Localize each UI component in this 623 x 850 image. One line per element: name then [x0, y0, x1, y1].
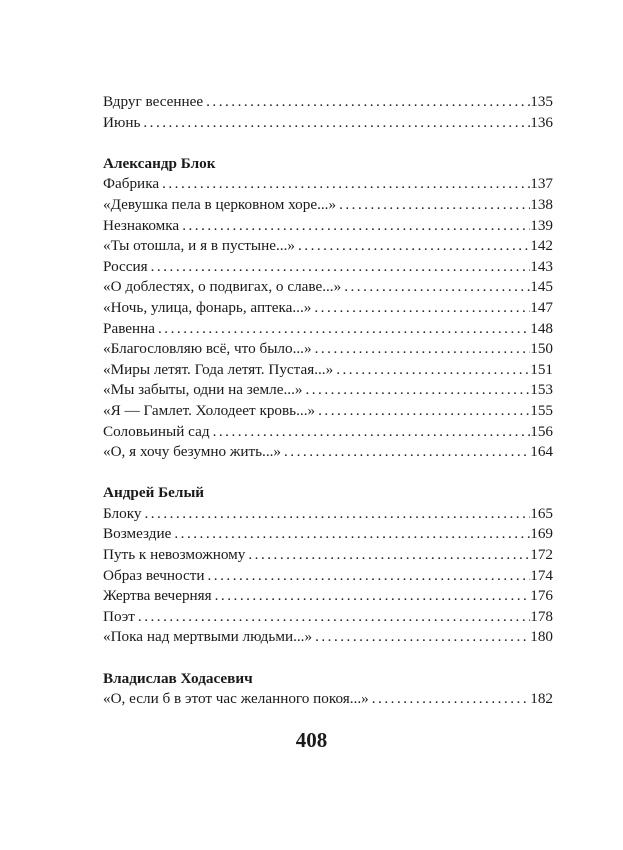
toc-section: [103, 483, 553, 648]
dot-leader: [135, 607, 530, 628]
entry-page-number: 164: [530, 443, 553, 461]
dot-leader: [311, 298, 530, 319]
entry-page-number: 182: [530, 690, 553, 708]
toc-entry: [103, 689, 553, 710]
toc-entry: [103, 360, 553, 381]
toc-entry: [103, 401, 553, 422]
table-of-contents: [103, 92, 553, 710]
toc-section: [103, 669, 553, 710]
toc-entry: [103, 174, 553, 195]
toc-entry: [103, 504, 553, 525]
entry-page-number: 138: [530, 195, 553, 213]
entry-title: Незнакомка: [103, 216, 180, 234]
dot-leader: [341, 277, 530, 298]
dot-leader: [212, 586, 531, 607]
dot-leader: [140, 113, 530, 134]
toc-entry: [103, 195, 553, 216]
entry-page-number: 151: [530, 360, 553, 378]
toc-entry: [103, 380, 553, 401]
toc-entry: [103, 607, 553, 628]
entry-page-number: 150: [530, 340, 553, 358]
entry-title: «Миры летят. Года летят. Пустая...»: [103, 360, 334, 378]
entry-title: «Мы забыты, одни на земле...»: [103, 381, 303, 399]
author-heading: Андрей Белый: [103, 484, 205, 502]
dot-leader: [141, 504, 530, 525]
entry-title: Жертва вечерняя: [103, 587, 212, 605]
dot-leader: [312, 339, 531, 360]
dot-leader: [203, 92, 530, 113]
toc-entry: [103, 339, 553, 360]
toc-entry: [103, 236, 553, 257]
entry-title: Поэт: [103, 607, 135, 625]
entry-page-number: 155: [530, 401, 553, 419]
toc-entry: [103, 257, 553, 278]
dot-leader: [148, 257, 531, 278]
toc-entry: [103, 92, 553, 113]
entry-page-number: 174: [530, 566, 553, 584]
toc-entry: [103, 524, 553, 545]
dot-leader: [179, 216, 530, 237]
toc-section: [103, 92, 553, 133]
entry-page-number: 143: [530, 257, 553, 275]
entry-title: Вдруг весеннее: [103, 93, 204, 110]
toc-entry: [103, 422, 553, 443]
toc-entry: [103, 277, 553, 298]
entry-title: «Пока над мертвыми людьми...»: [103, 628, 313, 646]
entry-page-number: 169: [530, 525, 553, 543]
author-heading: Владислав Ходасевич: [103, 669, 253, 687]
toc-entry: [103, 566, 553, 587]
entry-title: «О доблестях, о подвигах, о славе...»: [103, 278, 342, 296]
toc-entry: [103, 442, 553, 463]
toc-entry: [103, 113, 553, 134]
entry-page-number: 165: [530, 504, 553, 522]
entry-title: Фабрика: [103, 175, 160, 193]
dot-leader: [159, 174, 530, 195]
entry-title: Июнь: [103, 113, 141, 131]
dot-leader: [210, 422, 531, 443]
dot-leader: [315, 401, 530, 422]
toc-entry: [103, 319, 553, 340]
dot-leader: [302, 380, 530, 401]
toc-entry: [103, 586, 553, 607]
entry-page-number: 176: [530, 587, 553, 605]
dot-leader: [295, 236, 530, 257]
entry-page-number: 135: [530, 93, 553, 110]
dot-leader: [333, 360, 530, 381]
dot-leader: [336, 195, 530, 216]
dot-leader: [205, 566, 531, 587]
toc-entry: [103, 298, 553, 319]
entry-title: Равенна: [103, 319, 156, 337]
dot-leader: [155, 319, 530, 340]
entry-title: «Ты отошла, и я в пустыне...»: [103, 237, 295, 255]
entry-page-number: 145: [530, 278, 553, 296]
toc-entry: [103, 627, 553, 648]
entry-title: Россия: [103, 257, 148, 275]
entry-page-number: 156: [530, 422, 553, 440]
entry-page-number: 180: [530, 628, 553, 646]
entry-title: «Ночь, улица, фонарь, аптека...»: [103, 298, 312, 316]
entry-title: «О, я хочу безумно жить...»: [103, 443, 282, 461]
entry-title: Путь к невозможному: [103, 546, 246, 564]
entry-title: «Девушка пела в церковном хоре...»: [103, 195, 337, 213]
entry-title: Возмездие: [103, 525, 172, 543]
entry-page-number: 139: [530, 216, 553, 234]
entry-page-number: 147: [530, 298, 553, 316]
dot-leader: [312, 627, 530, 648]
entry-page-number: 178: [530, 607, 553, 625]
dot-leader: [281, 442, 530, 463]
entry-title: «О, если б в этот час желанного покоя...»: [103, 690, 369, 708]
entry-title: «Я — Гамлет. Холодеет кровь...»: [103, 401, 316, 419]
entry-page-number: 153: [530, 381, 553, 399]
entry-page-number: 142: [530, 237, 553, 255]
toc-entry: [103, 545, 553, 566]
entry-page-number: 172: [530, 546, 553, 564]
entry-title: Блоку: [103, 504, 142, 522]
entry-title: Образ вечности: [103, 566, 205, 584]
page-number: 408: [295, 728, 328, 752]
dot-leader: [369, 689, 530, 710]
toc-entry: [103, 216, 553, 237]
entry-page-number: 148: [530, 319, 553, 337]
dot-leader: [171, 524, 530, 545]
author-heading: Александр Блок: [103, 154, 216, 172]
dot-leader: [245, 545, 530, 566]
entry-title: «Благословляю всё, что было...»: [103, 340, 312, 358]
entry-title: Соловьиный сад: [103, 422, 210, 440]
toc-section: [103, 154, 553, 463]
entry-page-number: 136: [530, 113, 553, 131]
entry-page-number: 137: [530, 175, 553, 193]
